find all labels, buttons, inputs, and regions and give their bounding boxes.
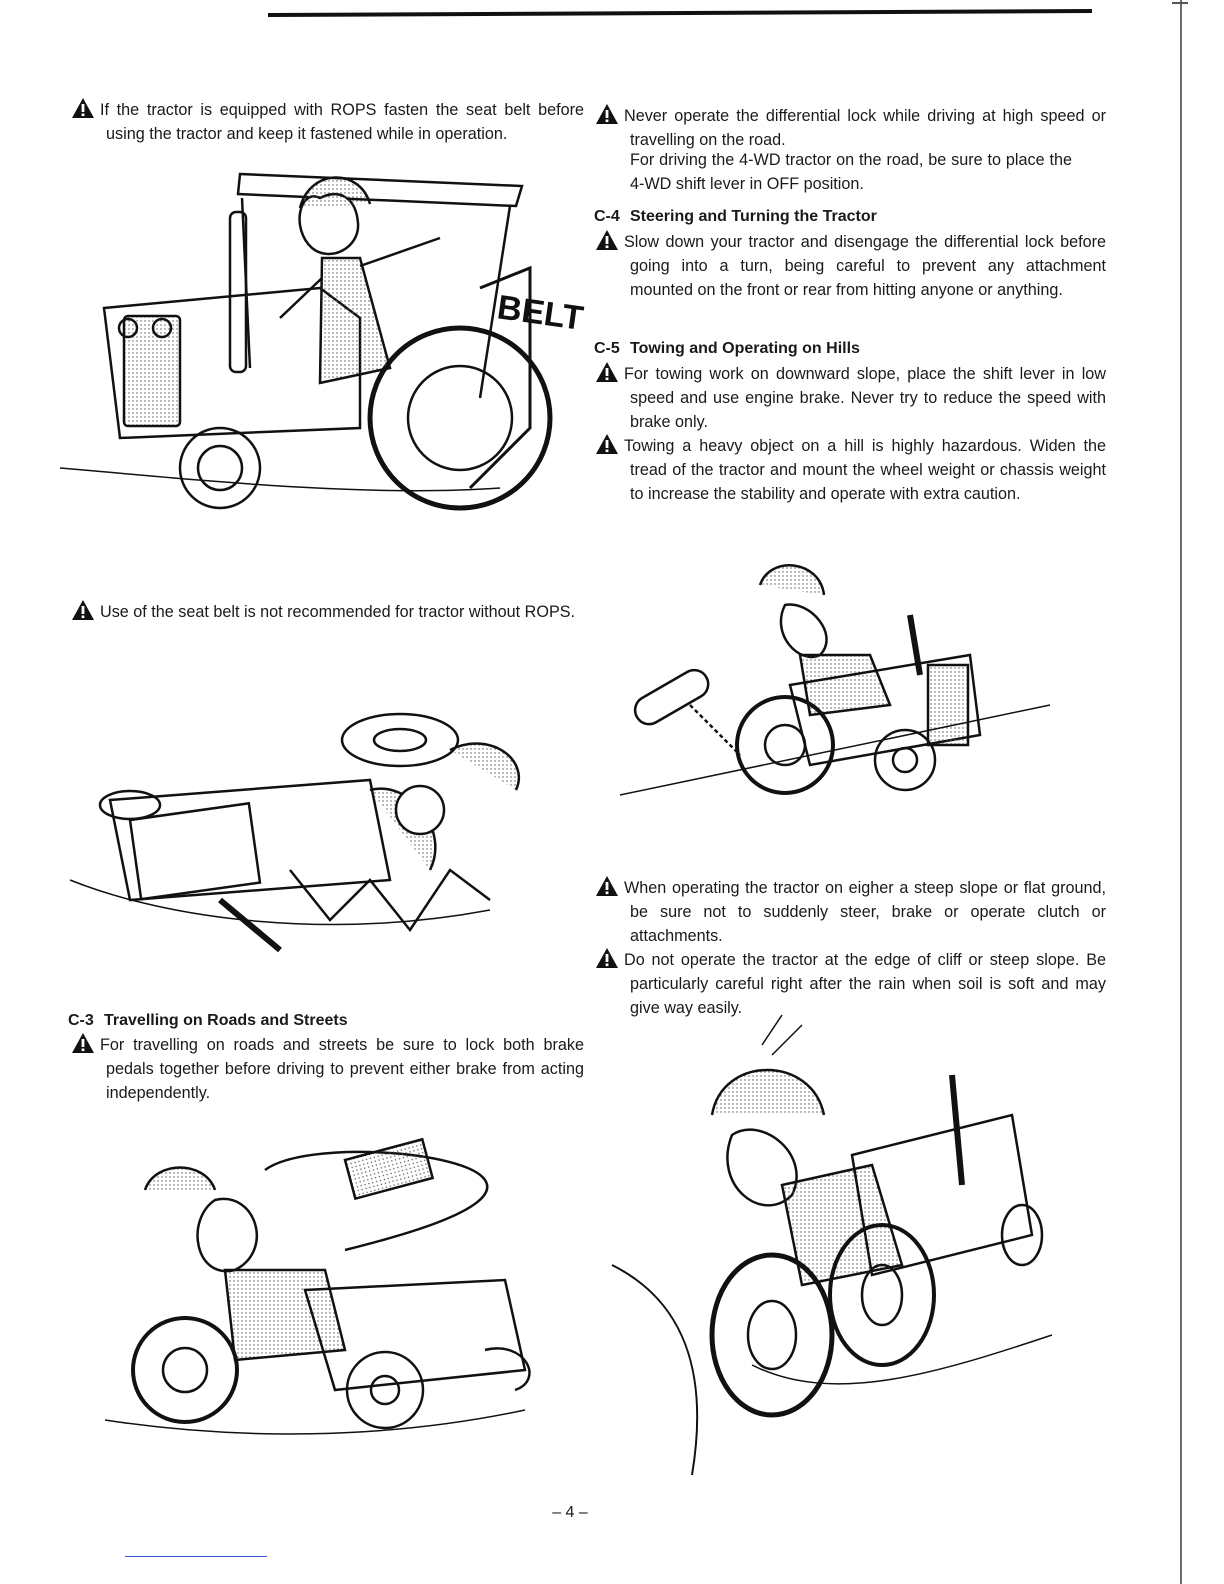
page-edge-tick bbox=[1172, 2, 1188, 4]
cliff-edge-illustration bbox=[612, 1035, 1062, 1495]
warning-triangle-icon bbox=[596, 948, 618, 968]
warning-triangle-icon bbox=[596, 230, 618, 250]
warning-triangle-icon bbox=[596, 434, 618, 454]
overturned-tractor-illustration bbox=[70, 680, 540, 960]
section-c5-heading: C-5 Towing and Operating on Hills bbox=[594, 340, 860, 357]
warning-triangle-icon bbox=[596, 362, 618, 382]
warning-triangle-icon bbox=[72, 98, 94, 118]
tractor-rops-illustration bbox=[60, 168, 586, 526]
bottom-link-line bbox=[125, 1556, 267, 1557]
four-wd-road-note: For driving the 4-WD tractor on the road, be sure to place the 4-WD shift lever in OFF position. bbox=[630, 151, 1072, 193]
towing-slope-warning: For towing work on downward slope, place the shift lever in low speed and use engine brake. Never try to reduce the speed with brake only. bbox=[596, 362, 1106, 434]
towing-log-illustration bbox=[610, 555, 1070, 825]
section-c3-heading: C-3 Travelling on Roads and Streets bbox=[68, 1012, 348, 1029]
cliff-edge-warning: Do not operate the tractor at the edge of cliff or steep slope. Be particularly careful right after the rain when soil is soft and may give way easily. bbox=[596, 948, 1106, 1020]
warning-triangle-icon bbox=[596, 876, 618, 896]
steering-warning: Slow down your tractor and disengage the differential lock before going into a turn, being careful to prevent any attachment mounted on the front or rear from hitting anyone or anything. bbox=[596, 230, 1106, 302]
slope-operation-warning: When operating the tractor on eigher a steep slope or flat ground, be sure not to suddenly steer, brake or operate clutch or attachments. bbox=[596, 876, 1106, 948]
no-rops-warning: Use of the seat belt is not recommended for tractor without ROPS. bbox=[72, 600, 584, 624]
section-c4-heading: C-4 Steering and Turning the Tractor bbox=[594, 208, 877, 225]
towing-hill-warning: Towing a heavy object on a hill is highly hazardous. Widen the tread of the tractor and mount the wheel weight or chassis weight to increase the stability and operate with extra caution. bbox=[596, 434, 1106, 506]
page-edge-line bbox=[1180, 0, 1182, 1584]
road-travel-warning: For travelling on roads and streets be sure to lock both brake pedals together before driving to prevent either brake from acting independently. bbox=[72, 1033, 584, 1105]
top-rule bbox=[268, 6, 1092, 16]
warning-triangle-icon bbox=[596, 104, 618, 124]
differential-lock-warning: Never operate the differential lock while driving at high speed or travelling on the road. bbox=[596, 104, 1106, 152]
belt-label: BELT bbox=[494, 288, 586, 338]
tractor-braking-illustration bbox=[85, 1140, 545, 1440]
rops-warning: If the tractor is equipped with ROPS fasten the seat belt before using the tractor and keep it fastened while in operation. bbox=[72, 98, 584, 146]
warning-triangle-icon bbox=[72, 600, 94, 620]
page-number: – 4 – bbox=[552, 1504, 588, 1521]
warning-triangle-icon bbox=[72, 1033, 94, 1053]
